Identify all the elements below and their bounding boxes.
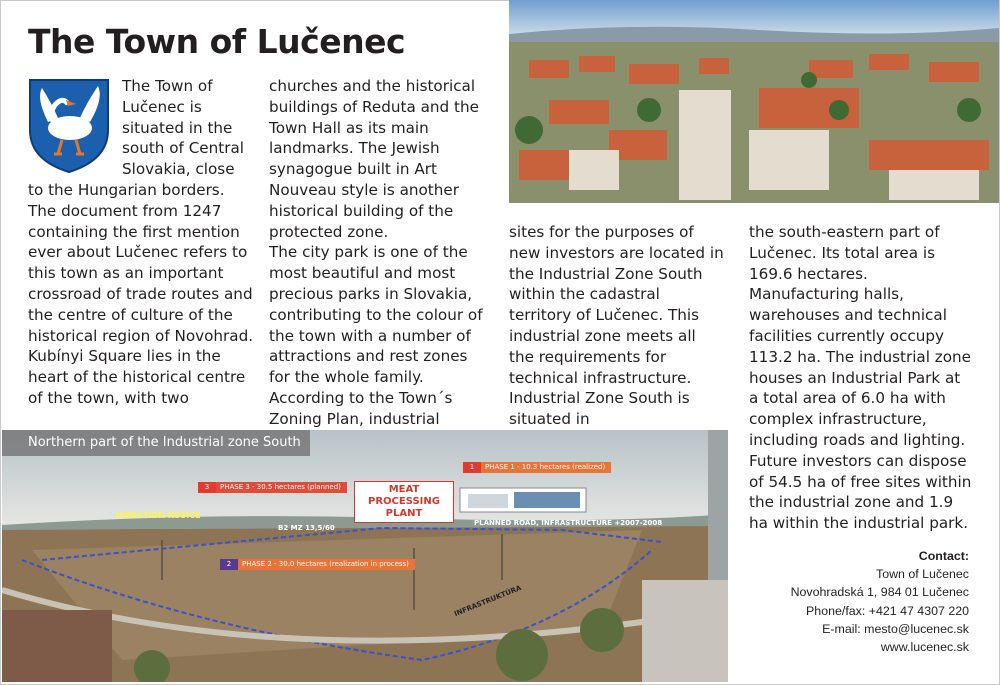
planned-road-label: PLANNED ROAD, INFRASTRUCTURE +2007-2008: [474, 519, 663, 527]
road-label: B2 MZ 13,5/60: [278, 524, 335, 532]
contact-block: [791, 547, 969, 656]
text-column-3: [509, 222, 724, 430]
photo-caption: Northern part of the Industrial zone South: [2, 430, 310, 456]
paragraph: The Town of Lučenec is situated in the south of Central Slovakia, close to the Hungarian borders.: [28, 77, 245, 199]
page-title: The Town of Lučenec: [28, 22, 406, 61]
paragraph: According to the Town´s Zoning Plan, industrial: [269, 388, 453, 428]
contact-phone: Phone/fax: +421 47 4307 220: [806, 603, 969, 618]
coat-of-arms-icon: [28, 78, 110, 174]
contact-email: E-mail: mesto@lucenec.sk: [822, 621, 969, 636]
infrastructure-label: INFRASTRUKTÚRA: [453, 583, 523, 619]
phase-3-label: 3 PHASE 3 - 30.5 hectares (planned): [198, 482, 347, 493]
paragraph: the south-eastern part of Lučenec. Its total area is 169.6 hectares. Manufacturing halls, warehouses and technical facilities currently occupy 113.2 ha. The industrial zone houses an Industrial Park at a total area of 6.0 ha with complex infrastructure, including roads and lighting. Future investors can dispose of 54.5 ha of free sites within the industrial zone and 1.9 ha within the industrial park.: [749, 223, 972, 533]
phase-2-label: 2 PHASE 2 - 30.0 hectares (realization in process): [220, 559, 415, 570]
direction-label: DIRECTION KOŠICE: [116, 511, 201, 520]
town-aerial-photo: [509, 0, 999, 203]
paragraph: The city park is one of the most beautiful and most precious parks in Slovakia, contributing to the colour of the town with a number of attractions and rest zones for the whole family.: [269, 243, 483, 387]
meat-processing-plant-label: MEAT PROCESSING PLANT: [354, 481, 454, 523]
industrial-zone-photo: [2, 430, 728, 682]
text-column-1: [28, 76, 254, 409]
text-column-4: [749, 222, 974, 534]
text-column-2: [269, 76, 485, 430]
contact-address: Novohradská 1, 984 01 Lučenec: [790, 585, 969, 600]
contact-name: Town of Lučenec: [876, 567, 969, 582]
contact-heading: Contact:: [918, 549, 969, 563]
contact-website: www.lucenec.sk: [880, 640, 969, 655]
phase-1-label: 1 PHASE 1 - 10.3 hectares (realized): [463, 462, 611, 473]
paragraph: The document from 1247 containing the first mention ever about Lučenec refers to this town as an important crossroad of trade routes and the centre of culture of the historical region of Novohrad. Kubínyi Square lies in the heart of the historical centre of the town, with two: [28, 201, 254, 407]
paragraph: churches and the historical buildings of Reduta and the Town Hall as its main landmarks. The Jewish synagogue built in Art Nouveau style is another historical building of the protected zone.: [269, 77, 479, 241]
paragraph: sites for the purposes of new investors are located in the Industrial Zone South within the cadastral territory of Lučenec. This industrial zone meets all the requirements for technical infrastructure. Industrial Zone South is situated in: [509, 223, 724, 429]
